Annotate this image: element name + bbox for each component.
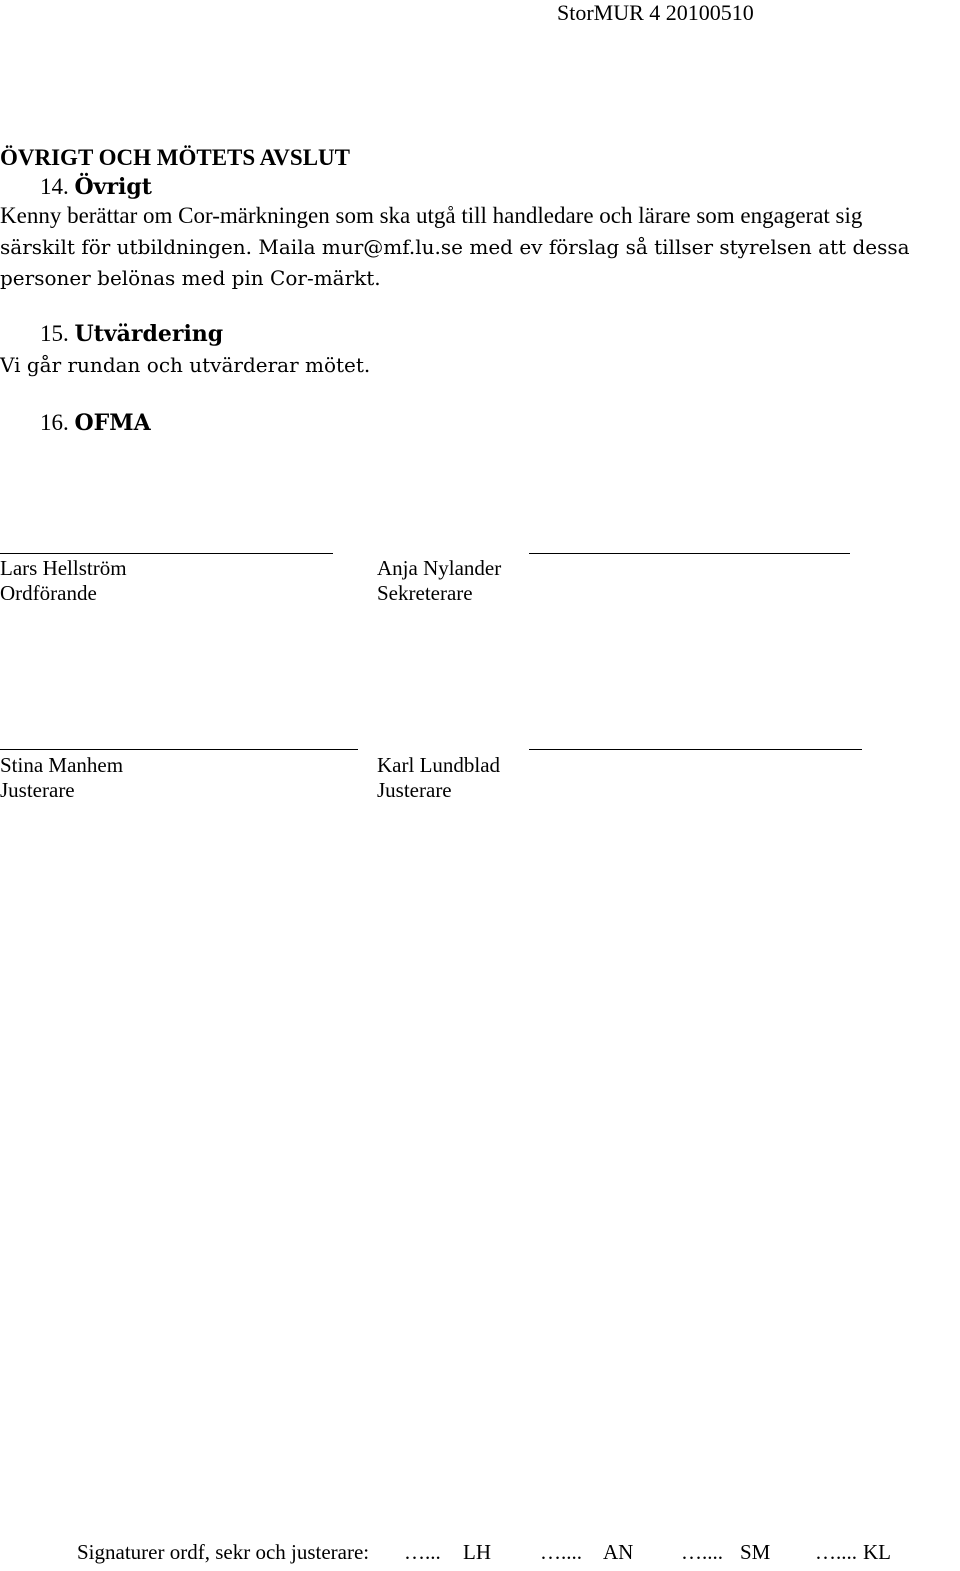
footer-dots: ….... bbox=[681, 1540, 723, 1564]
item-title: Övrigt bbox=[74, 174, 152, 200]
signatory-role: Justerare bbox=[0, 778, 75, 802]
signature-block-secretary bbox=[377, 556, 501, 606]
signatory-name: Stina Manhem bbox=[0, 753, 124, 777]
item-number: 15. bbox=[40, 321, 69, 346]
footer-dots: …... bbox=[404, 1540, 441, 1564]
signature-line bbox=[0, 553, 333, 554]
item-title: Utvärdering bbox=[74, 321, 224, 347]
item-14-heading bbox=[0, 174, 152, 200]
signature-line bbox=[0, 749, 358, 750]
footer-dots: ….... bbox=[815, 1540, 857, 1564]
item-14-text-line2: särskilt för utbildningen. Maila mur@mf.lu.se med ev förslag så tillser styrelsen att dessa bbox=[0, 235, 910, 259]
footer-initials: KL bbox=[863, 1540, 891, 1564]
item-14-text-line1: Kenny berättar om Cor-märkningen som ska utgå till handledare och lärare som engagerat sig bbox=[0, 203, 863, 228]
item-number: 16. bbox=[40, 410, 69, 435]
item-15-heading bbox=[0, 321, 223, 347]
signatory-name: Lars Hellström bbox=[0, 556, 127, 580]
footer-dots: ….... bbox=[540, 1540, 582, 1564]
signatory-role: Justerare bbox=[377, 778, 452, 802]
signature-line bbox=[529, 553, 850, 554]
item-14-text-line3: personer belönas med pin Cor-märkt. bbox=[0, 266, 381, 290]
signature-block-chair bbox=[0, 556, 127, 606]
footer-signatures-label: Signaturer ordf, sekr och justerare: bbox=[77, 1540, 370, 1564]
signature-block-adjuster-1 bbox=[0, 753, 123, 803]
item-15-text-line1: Vi går rundan och utvärderar mötet. bbox=[0, 353, 371, 377]
section-heading: ÖVRIGT OCH MÖTETS AVSLUT bbox=[0, 145, 350, 170]
item-title: OFMA bbox=[74, 410, 151, 436]
signatory-role: Ordförande bbox=[0, 581, 97, 605]
signatory-role: Sekreterare bbox=[377, 581, 473, 605]
item-number: 14. bbox=[40, 174, 69, 199]
signatory-name: Karl Lundblad bbox=[377, 753, 501, 777]
document-reference: StorMUR 4 20100510 bbox=[557, 0, 754, 25]
signature-block-adjuster-2 bbox=[377, 753, 500, 803]
footer-initials: AN bbox=[603, 1540, 634, 1564]
footer-initials: SM bbox=[740, 1540, 771, 1564]
footer-initials: LH bbox=[463, 1540, 491, 1564]
signatory-name: Anja Nylander bbox=[377, 556, 502, 580]
signature-line bbox=[529, 749, 862, 750]
item-16-heading bbox=[0, 410, 151, 436]
